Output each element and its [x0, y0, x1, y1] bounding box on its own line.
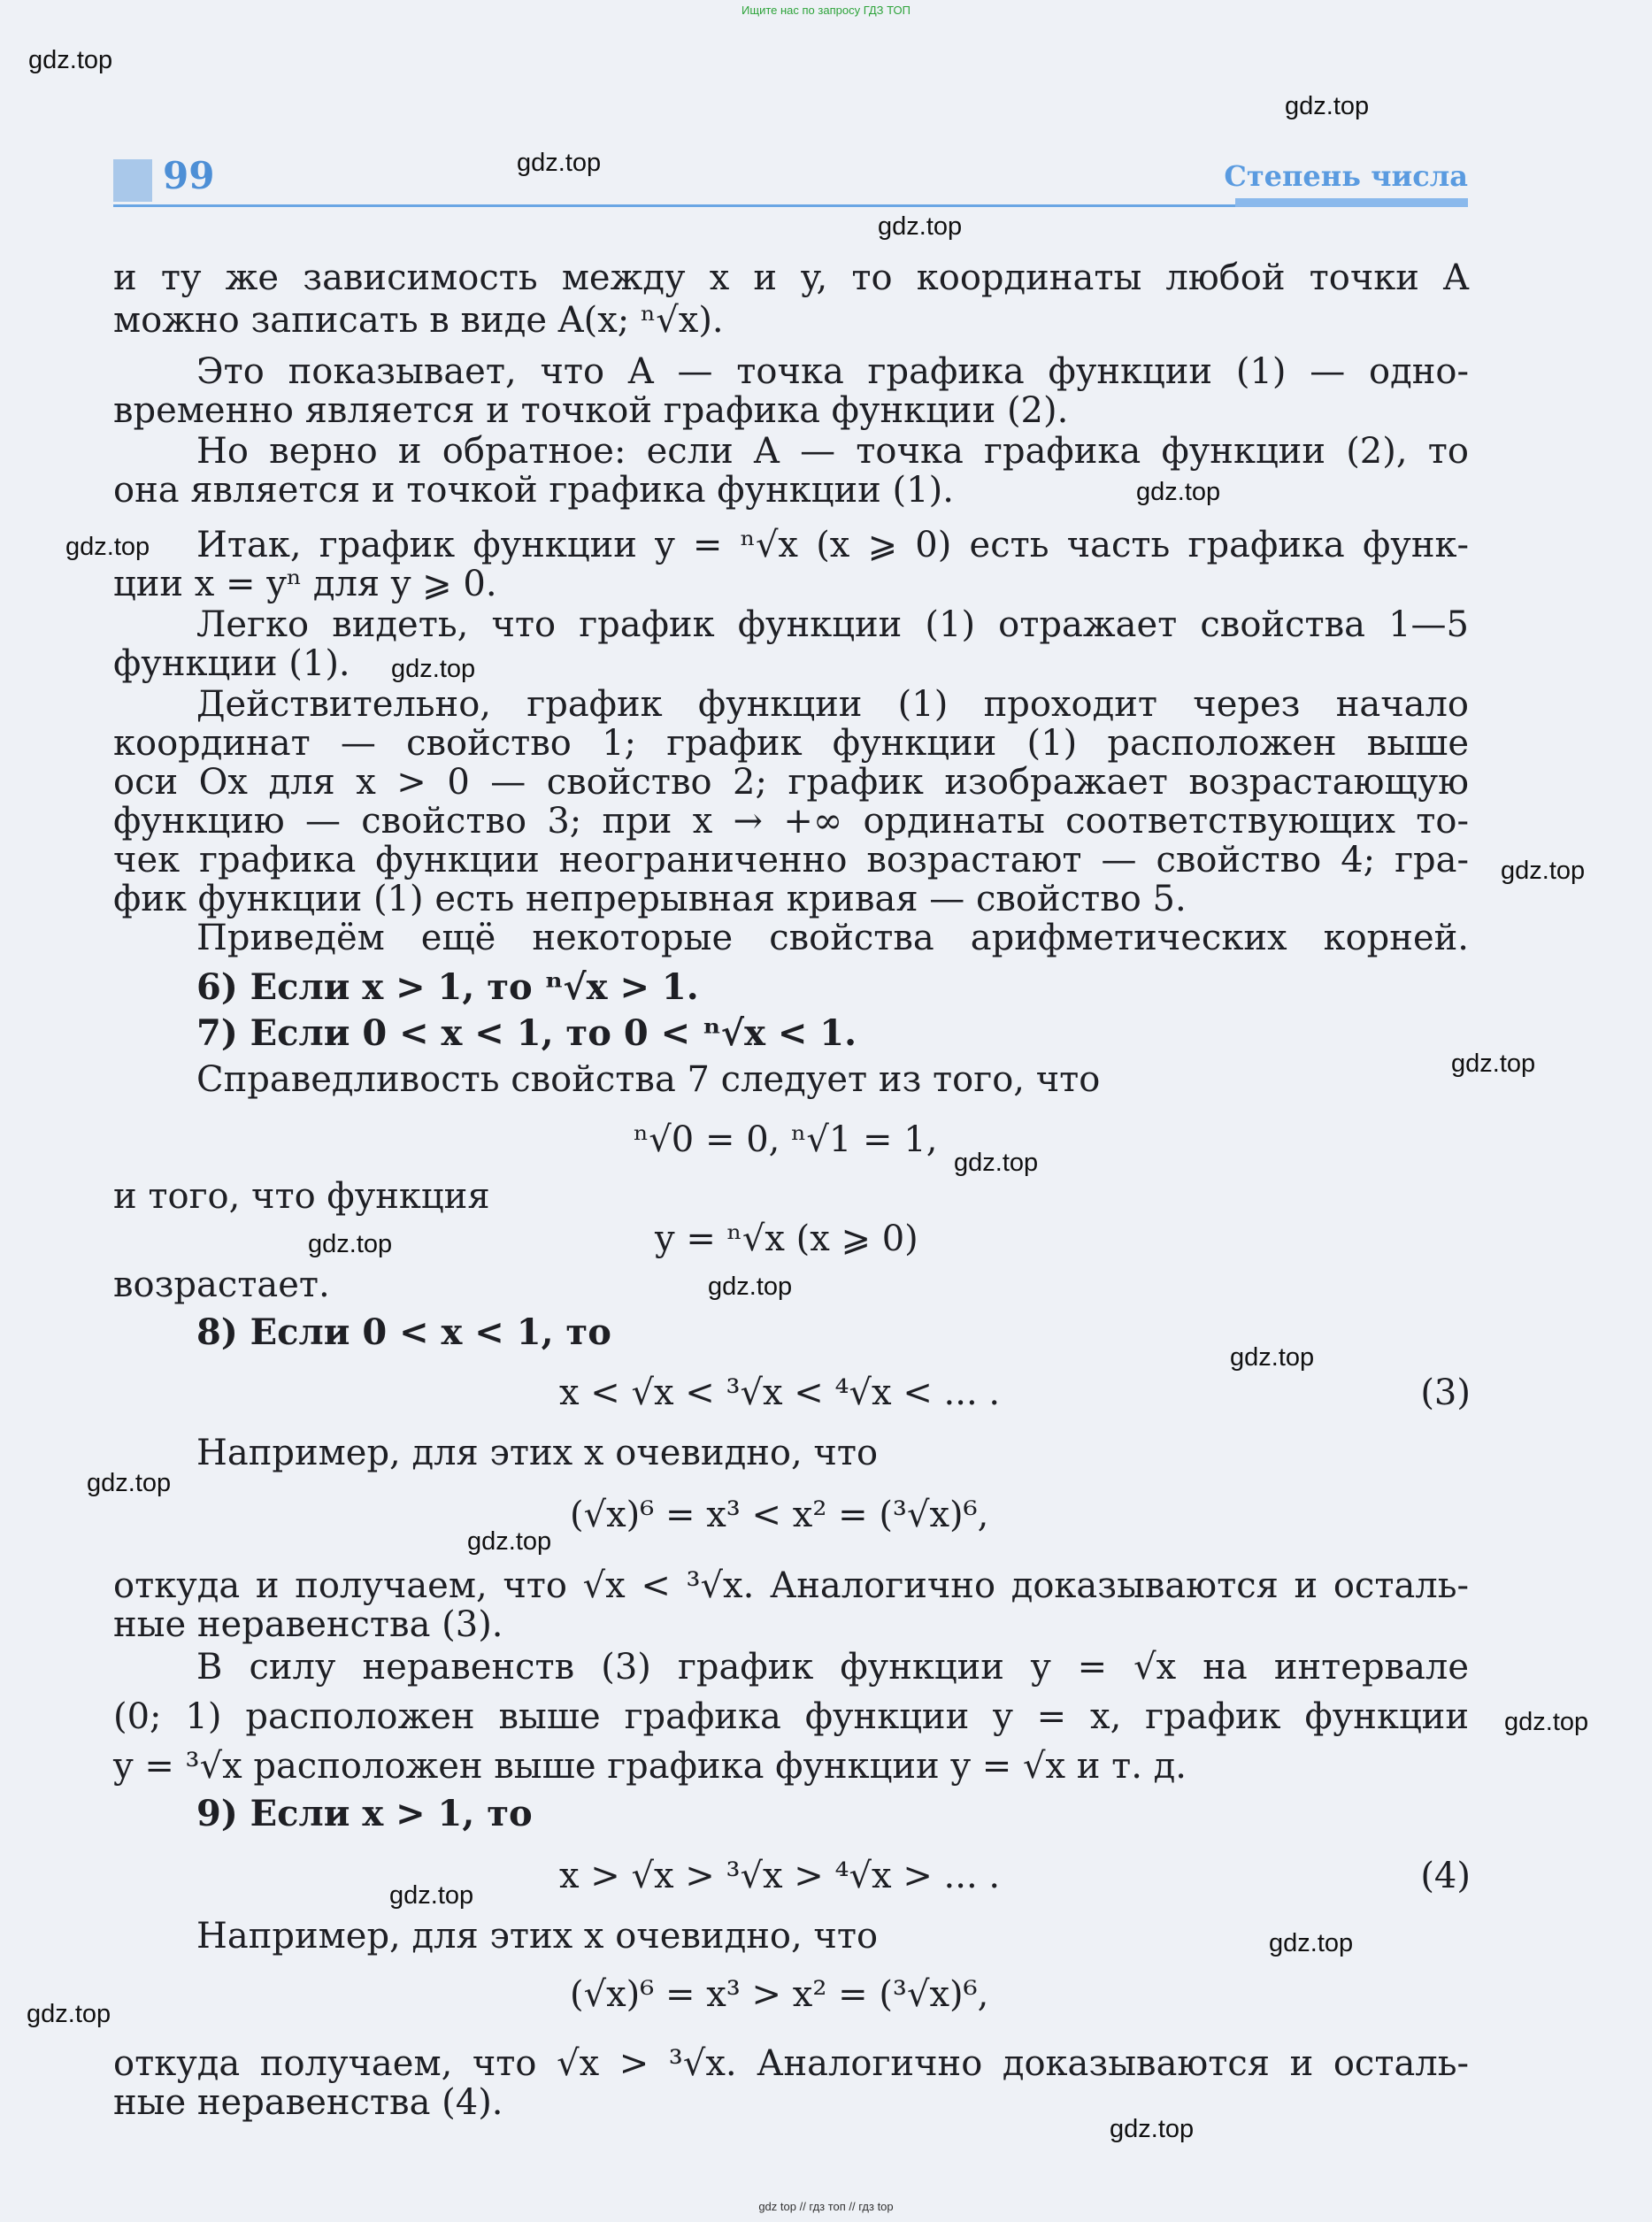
text-line: Но верно и обратное: если A — точка графика функции (2), то: [196, 431, 1469, 472]
property-6: 6) Если x > 1, то ⁿ√x > 1.: [196, 966, 699, 1008]
formula: y = ⁿ√x (x ⩾ 0): [655, 1219, 918, 1259]
text-line: Например, для этих x очевидно, что: [196, 1916, 879, 1957]
top-search-hint: Ищите нас по запросу ГДЗ ТОП: [741, 4, 911, 17]
watermark: gdz.top: [1269, 1929, 1354, 1957]
text-line: функции (1).: [113, 643, 350, 684]
text-line: Справедливость свойства 7 следует из того, что: [196, 1059, 1101, 1100]
text-line: ные неравенства (4).: [113, 2082, 503, 2123]
formula-number: (3): [1420, 1372, 1471, 1413]
text-line: координат — свойство 1; график функции (1) расположен выше: [113, 723, 1469, 764]
watermark: gdz.top: [1230, 1343, 1315, 1372]
text-line: откуда и получаем, что √x < ³√x. Аналогично доказываются и осталь-: [113, 1565, 1469, 1606]
page-number: 99: [163, 154, 215, 197]
text-line: y = ³√x расположен выше графика функции y = √x и т. д.: [113, 1746, 1187, 1787]
watermark: gdz.top: [87, 1469, 172, 1497]
formula-number: (4): [1420, 1856, 1471, 1896]
property-9: 9) Если x > 1, то: [196, 1793, 533, 1834]
watermark: gdz.top: [467, 1527, 552, 1556]
text-line: временно является и точкой графика функции (2).: [113, 390, 1069, 431]
watermark: gdz.top: [1110, 2115, 1195, 2143]
watermark: gdz.top: [1451, 1049, 1536, 1078]
watermark: gdz.top: [28, 46, 113, 74]
text-line: и ту же зависимость между x и y, то координаты любой точки A: [113, 258, 1469, 298]
watermark: gdz.top: [391, 655, 476, 683]
text-line: чек графика функции неограниченно возрастают — свойство 4; гра-: [113, 840, 1469, 880]
section-title: Степень числа: [1224, 159, 1468, 193]
text-line: Итак, график функции y = ⁿ√x (x ⩾ 0) есть часть графика функ-: [196, 525, 1469, 565]
text-line: Приведём ещё некоторые свойства арифметических корней.: [196, 918, 1469, 958]
property-7: 7) Если 0 < x < 1, то 0 < ⁿ√x < 1.: [196, 1012, 857, 1054]
formula: x < √x < ³√x < ⁴√x < ... .: [559, 1372, 1001, 1413]
watermark: gdz.top: [1136, 478, 1221, 506]
bottom-hint: gdz top // гдз топ // гдз top: [758, 2200, 894, 2213]
formula: (√x)⁶ = x³ > x² = (³√x)⁶,: [570, 1974, 989, 2015]
watermark: gdz.top: [1504, 1708, 1589, 1736]
watermark: gdz.top: [1501, 857, 1586, 885]
text-line: Действительно, график функции (1) проходит через начало: [196, 684, 1469, 725]
text-line: и того, что функция: [113, 1176, 490, 1217]
watermark: gdz.top: [878, 212, 963, 241]
watermark: gdz.top: [308, 1230, 393, 1258]
text-line: откуда получаем, что √x > ³√x. Аналогично доказываются и осталь-: [113, 2043, 1469, 2084]
text-line: Легко видеть, что график функции (1) отражает свойства 1—5: [196, 604, 1469, 645]
header-rule-accent: [1235, 198, 1468, 207]
text-line: Например, для этих x очевидно, что: [196, 1433, 879, 1473]
text-line: она является и точкой графика функции (1).: [113, 470, 954, 511]
watermark: gdz.top: [517, 149, 602, 177]
text-line: ные неравенства (3).: [113, 1604, 503, 1645]
watermark: gdz.top: [27, 2000, 111, 2028]
text-line: можно записать в виде A(x; ⁿ√x).: [113, 300, 724, 341]
text-line: Это показывает, что A — точка графика функции (1) — одно-: [196, 351, 1469, 392]
text-line: ции x = yⁿ для y ⩾ 0.: [113, 564, 497, 604]
formula: ⁿ√0 = 0, ⁿ√1 = 1,: [634, 1119, 938, 1160]
text-line: В силу неравенств (3) график функции y = √x на интервале: [196, 1647, 1469, 1688]
text-line: фик функции (1) есть непрерывная кривая — свойство 5.: [113, 879, 1187, 919]
watermark: gdz.top: [389, 1881, 474, 1910]
text-line: функцию — свойство 3; при x → +∞ ординаты соответствующих то-: [113, 801, 1469, 842]
watermark: gdz.top: [1285, 92, 1370, 120]
text-line: возрастает.: [113, 1265, 330, 1305]
formula: x > √x > ³√x > ⁴√x > ... .: [559, 1856, 1001, 1896]
page-number-marker: [113, 159, 152, 202]
watermark: gdz.top: [954, 1149, 1039, 1177]
formula: (√x)⁶ = x³ < x² = (³√x)⁶,: [570, 1495, 989, 1535]
watermark: gdz.top: [708, 1272, 793, 1301]
text-line: оси Ox для x > 0 — свойство 2; график изображает возрастающую: [113, 762, 1469, 803]
watermark: gdz.top: [65, 533, 150, 561]
property-8: 8) Если 0 < x < 1, то: [196, 1311, 611, 1353]
text-line: (0; 1) расположен выше графика функции y = x, график функции: [113, 1696, 1469, 1737]
